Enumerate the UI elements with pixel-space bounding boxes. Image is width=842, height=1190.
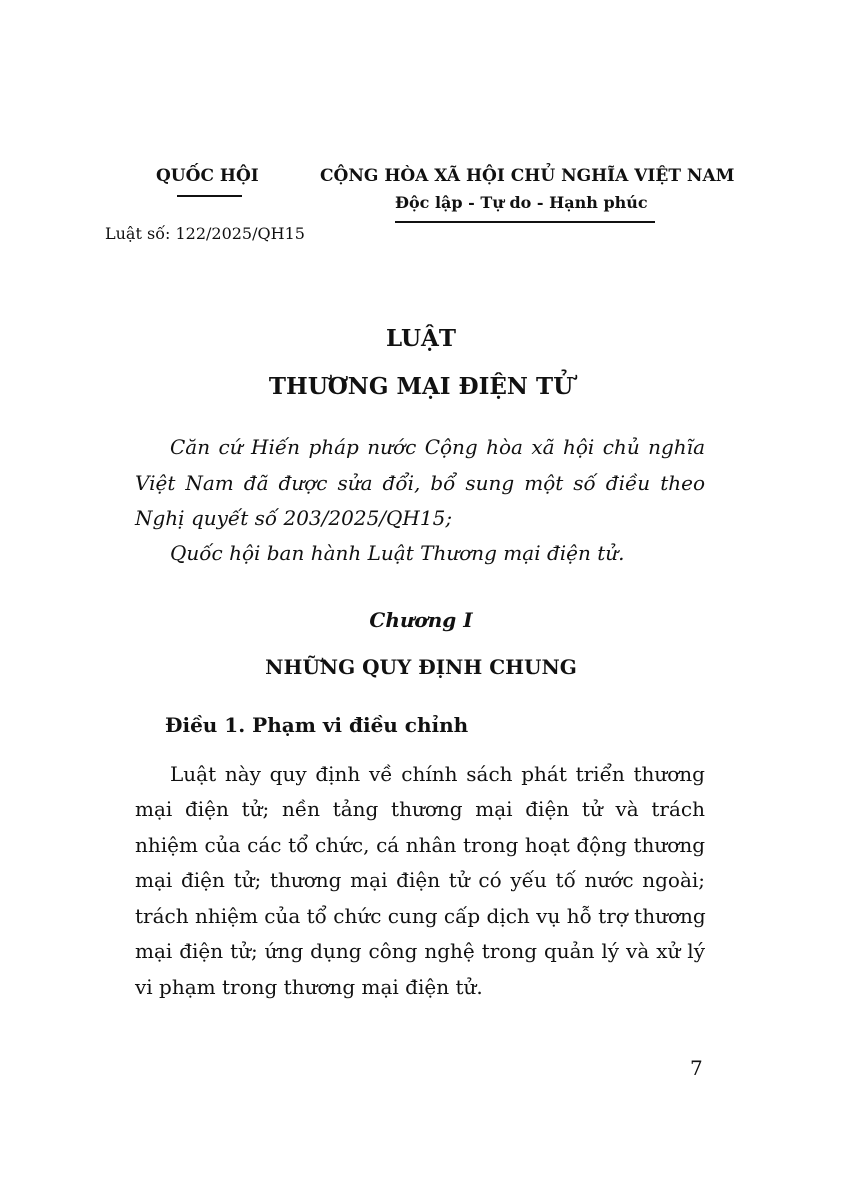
preamble-line: Việt Nam đã được sửa đổi, bổ sung một số điều theo (135, 471, 705, 495)
preamble-line: Nghị quyết số 203/2025/QH15; (135, 506, 453, 530)
article-line: mại điện tử; thương mại điện tử có yếu tố nước ngoài; (135, 868, 705, 892)
article-line: trách nhiệm của tổ chức cung cấp dịch vụ hỗ trợ thương (135, 904, 706, 928)
article-line: vi phạm trong thương mại điện tử. (135, 975, 483, 999)
article-line: mại điện tử; nền tảng thương mại điện tử và trách (135, 797, 705, 821)
organization-name: QUỐC HỘI (156, 166, 259, 186)
law-title: LUẬT (386, 325, 456, 352)
page-number: 7 (690, 1056, 703, 1080)
chapter-title: NHỮNG QUY ĐỊNH CHUNG (265, 655, 577, 679)
law-number: Luật số: 122/2025/QH15 (105, 224, 305, 243)
organization-underline (177, 195, 242, 197)
chapter-number: Chương I (369, 608, 473, 632)
article-line: Luật này quy định về chính sách phát triển thương (170, 762, 705, 786)
national-motto: Độc lập - Tự do - Hạnh phúc (395, 193, 648, 212)
motto-underline (395, 221, 655, 223)
preamble-line: Căn cứ Hiến pháp nước Cộng hòa xã hội chủ nghĩa (170, 435, 705, 459)
article-line: nhiệm của các tổ chức, cá nhân trong hoạt động thương (135, 833, 705, 857)
article-line: mại điện tử; ứng dụng công nghệ trong quản lý và xử lý (135, 939, 705, 963)
article-heading: Điều 1. Phạm vi điều chỉnh (165, 713, 469, 737)
country-name: CỘNG HÒA XÃ HỘI CHỦ NGHĨA VIỆT NAM (320, 166, 735, 186)
preamble-line: Quốc hội ban hành Luật Thương mại điện tử. (170, 541, 625, 565)
law-subtitle: THƯƠNG MẠI ĐIỆN TỬ (268, 373, 574, 400)
